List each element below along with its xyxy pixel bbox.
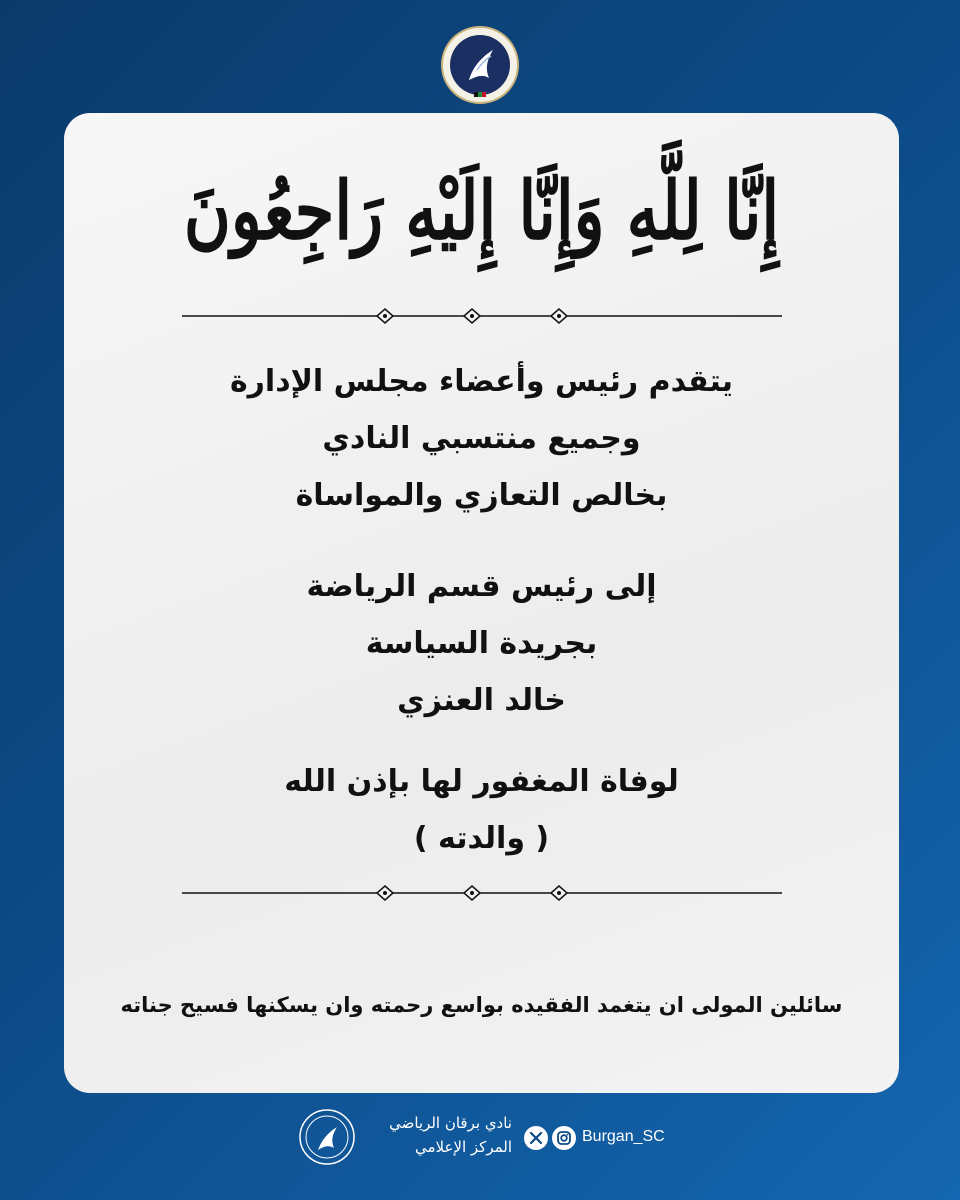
deceased-line-2: ( والدته ) [413, 821, 550, 856]
instagram-icon[interactable] [552, 1126, 576, 1150]
footer-department: المركز الإعلامي [414, 1138, 512, 1156]
condolence-opening [64, 353, 899, 524]
condolence-card [64, 113, 899, 1093]
opening-line-2: وجميع منتسبي النادي [322, 421, 641, 456]
recipient-line-1: إلى رئيس قسم الرياضة [306, 569, 657, 604]
calligraphy-headline: إِنَّا لِلَّهِ وَإِنَّا إِلَيْهِ رَاجِعُونَ [183, 164, 780, 258]
club-logo [441, 26, 519, 104]
ornament-divider-bottom [182, 883, 782, 903]
deceased-block [64, 753, 899, 867]
recipient-block [64, 558, 899, 729]
opening-line-1: يتقدم رئيس وأعضاء مجلس الإدارة [229, 364, 734, 399]
footer [0, 1108, 960, 1178]
social-handle[interactable]: Burgan_SC [582, 1128, 665, 1145]
recipient-name: خالد العنزي [397, 683, 566, 718]
x-icon[interactable] [524, 1126, 548, 1150]
recipient-line-2: بجريدة السياسة [365, 626, 598, 661]
closing-prayer: سائلين المولى ان يتغمد الفقيده بواسع رحمته وان يسكنها فسيح جناته [120, 993, 843, 1017]
opening-line-3: بخالص التعازي والمواساة [295, 478, 668, 513]
footer-club-name: نادي برقان الرياضي [389, 1114, 512, 1132]
ornament-divider-top [182, 306, 782, 326]
deceased-line-1: لوفاة المغفور لها بإذن الله [284, 764, 679, 799]
footer-club-logo [298, 1108, 356, 1166]
